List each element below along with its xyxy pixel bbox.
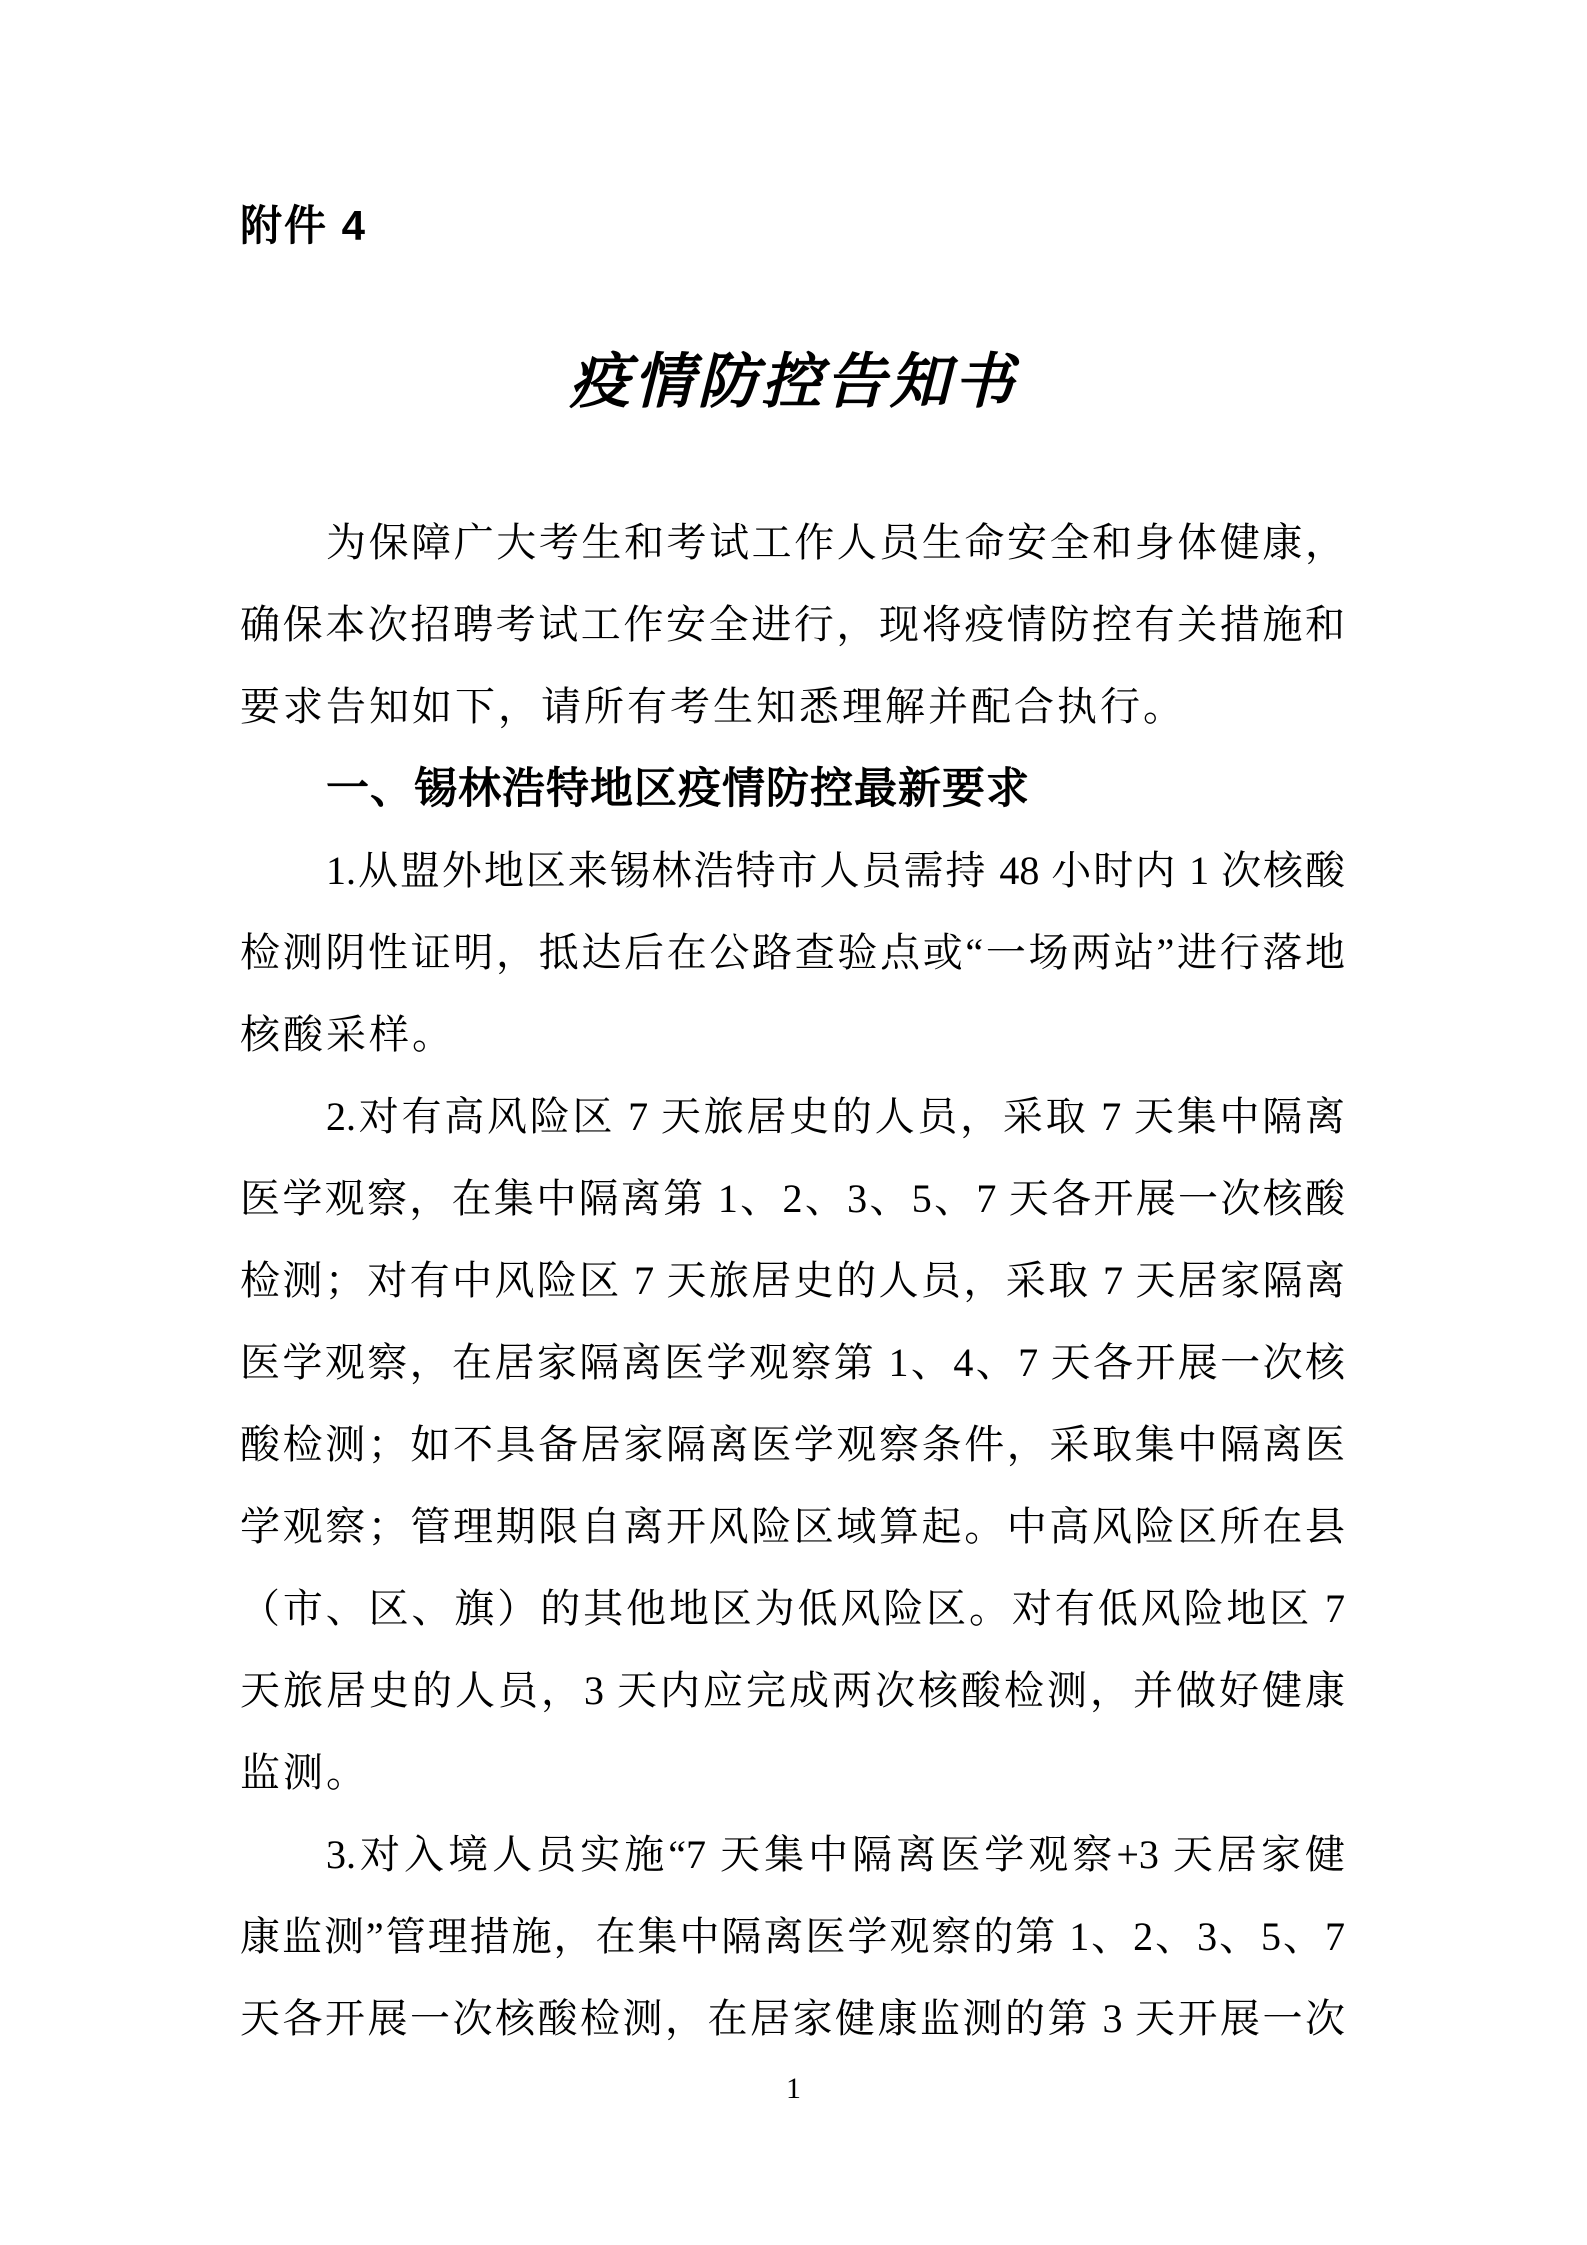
body-line: 检测；对有中风险区 7 天旅居史的人员，采取 7 天居家隔离 (240, 1258, 1345, 1303)
body-line: 为保障广大考生和考试工作人员生命安全和身体健康， (326, 520, 1345, 565)
body-line: 3.对入境人员实施“7 天集中隔离医学观察+3 天居家健 (326, 1832, 1345, 1877)
section-heading: 一、锡林浩特地区疫情防控最新要求 (326, 765, 1030, 813)
body-line: 确保本次招聘考试工作安全进行，现将疫情防控有关措施和 (240, 602, 1345, 647)
body-line: 2.对有高风险区 7 天旅居史的人员，采取 7 天集中隔离 (326, 1094, 1345, 1139)
body-line: 核酸采样。 (240, 1012, 455, 1057)
page-number: 1 (786, 2072, 801, 2105)
attachment-label: 附件 4 (240, 202, 368, 249)
body-line: 检测阴性证明，抵达后在公路查验点或“一场两站”进行落地 (240, 930, 1345, 975)
body-line: 要求告知如下，请所有考生知悉理解并配合执行。 (240, 684, 1186, 729)
document-title: 疫情防控告知书 (569, 349, 1018, 415)
body-line: 医学观察，在居家隔离医学观察第 1、4、7 天各开展一次核 (240, 1340, 1345, 1385)
body-line: 监测。 (240, 1750, 369, 1795)
body-line: 天旅居史的人员，3 天内应完成两次核酸检测，并做好健康 (240, 1668, 1345, 1713)
body-line: 天各开展一次核酸检测，在居家健康监测的第 3 天开展一次 (240, 1996, 1345, 2041)
body-line: 医学观察，在集中隔离第 1、2、3、5、7 天各开展一次核酸 (240, 1176, 1345, 1221)
body-line: 学观察；管理期限自离开风险区域算起。中高风险区所在县 (240, 1504, 1345, 1549)
body-line: 康监测”管理措施，在集中隔离医学观察的第 1、2、3、5、7 (240, 1914, 1345, 1959)
body-line: 酸检测；如不具备居家隔离医学观察条件，采取集中隔离医 (240, 1422, 1345, 1467)
body-line: 1.从盟外地区来锡林浩特市人员需持 48 小时内 1 次核酸 (326, 848, 1345, 893)
body-line: （市、区、旗）的其他地区为低风险区。对有低风险地区 7 (240, 1586, 1345, 1631)
document-body (240, 502, 1345, 2060)
